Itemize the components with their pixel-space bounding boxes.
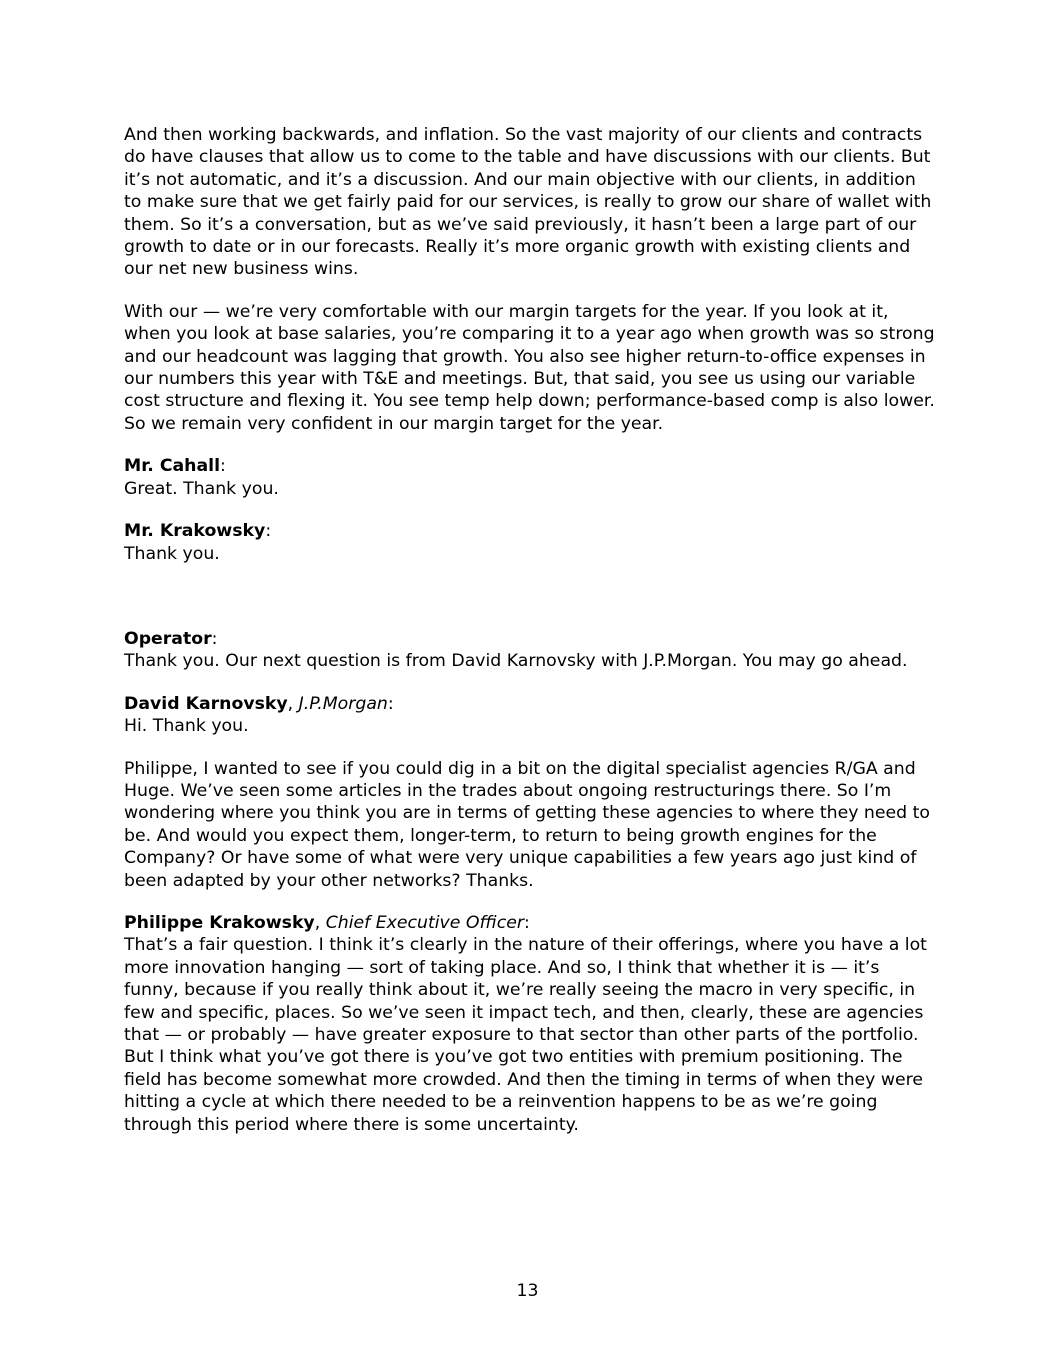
speaker-colon: : [387, 693, 394, 714]
speaker-text: Great. Thank you. [124, 478, 279, 499]
speaker-affiliation: J.P.Morgan [298, 693, 388, 714]
speaker-header [124, 520, 936, 542]
speaker-turn-philippe [124, 912, 936, 1136]
speaker-name: Operator [124, 628, 212, 649]
speaker-text: That’s a fair question. I think it’s clearly in the nature of their offerings, where you have a lot more innovation hanging — sort of taking place. And so, I think that whether it is — it’s funny, because if you really think about it, we’re really seeing the macro in very specific, in few and specific, places. So we’ve seen it impact tech, and then, clearly, these are agencies that — or probably — have greater exposure to that sector than other parts of the portfolio. But I think what you’ve got there is you’ve got two entities with premium positioning. The field has become somewhat more crowded. And then the timing in terms of when they were hitting a cycle at which there needed to be a reinvention happens to be as we’re going through this period where there is some uncertainty. [124, 935, 927, 1135]
paragraph-margin-targets: With our — we’re very comfortable with our margin targets for the year. If you look at it, when you look at base salaries, you’re comparing it to a year ago when growth was so strong and our headcount was lagging that growth. You also see higher return-to-office expenses in our numbers this year with T&E and meetings. But, that said, you see us using our variable cost structure and flexing it. You see temp help down; performance-based comp is also lower. So we remain very confident in our margin target for the year. [124, 301, 935, 434]
speaker-colon: : [211, 628, 218, 649]
speaker-header [124, 912, 936, 934]
section-spacer [124, 585, 936, 628]
paragraph-karnovsky-question: Philippe, I wanted to see if you could dig in a bit on the digital specialist agencies R/GA and Huge. We’ve seen some articles in the trades about ongoing restructurings there. So I’m wondering where you think you are in terms of getting these agencies to where they need to be. And would you expect them, longer-term, to return to being growth engines for the Company? Or have some of what were very unique capabilities a few years ago just kind of been adapted by your other networks? Thanks. [124, 758, 930, 891]
speaker-turn-karnovsky [124, 693, 936, 738]
speaker-name: David Karnovsky [124, 693, 288, 714]
transcript-body [124, 124, 936, 1156]
speaker-text: Thank you. [124, 543, 220, 564]
speaker-name: Mr. Krakowsky [124, 521, 266, 542]
speaker-affiliation: Chief Executive Officer [325, 912, 525, 933]
speaker-colon: : [524, 912, 530, 933]
speaker-separator: , [314, 912, 326, 933]
page-number: 13 [516, 1281, 539, 1301]
speaker-separator: , [287, 693, 299, 714]
speaker-text: Thank you. Our next question is from David Karnovsky with J.P.Morgan. You may go ahead. [124, 651, 908, 672]
speaker-header [124, 693, 936, 715]
speaker-name: Philippe Krakowsky [124, 912, 315, 933]
speaker-turn-cahall [124, 455, 936, 500]
speaker-colon: : [265, 521, 272, 542]
speaker-text: Hi. Thank you. [124, 716, 249, 737]
speaker-header [124, 628, 936, 650]
speaker-colon: : [220, 456, 226, 477]
speaker-turn-operator [124, 628, 936, 673]
speaker-name: Mr. Cahall [124, 456, 220, 477]
speaker-turn-krakowsky [124, 520, 936, 565]
paragraph-inflation-clauses: And then working backwards, and inflation. So the vast majority of our clients and contracts do have clauses that allow us to come to the table and have discussions with our clients. But it’s not automatic, and it’s a discussion. And our main objective with our clients, in addition to make sure that we get fairly paid for our services, is really to grow our share of wallet with them. So it’s a conversation, but as we’ve said previously, it hasn’t been a large part of our growth to date or in our forecasts. Really it’s more organic growth with existing clients and our net new business wins. [124, 125, 932, 280]
speaker-header [124, 455, 936, 477]
